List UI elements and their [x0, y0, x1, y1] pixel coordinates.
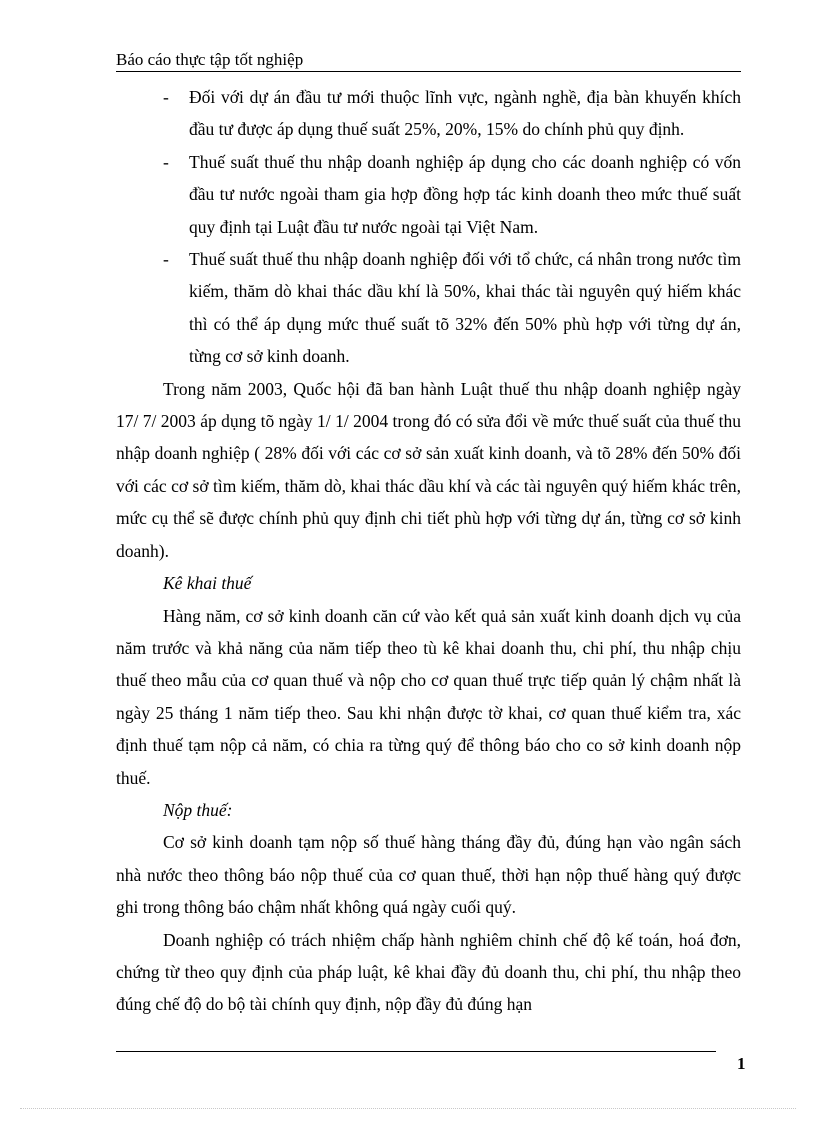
bullet-item-new-projects: [116, 81, 741, 146]
section-heading-payment: Nộp thuế:: [163, 799, 233, 820]
footer-divider: [116, 1051, 716, 1052]
page-number: 1: [737, 1054, 746, 1073]
header-divider: [116, 71, 741, 72]
page-bottom-boundary: [20, 1108, 796, 1109]
paragraph-law-2003: Trong năm 2003, Quốc hội đã ban hành Luật thuế thu nhập doanh nghiệp ngày 17/ 7/ 2003 áp dụng tõ ngày 1/ 1/ 2004 trong đó có sửa đổi về mức thuế suất của thuế thu nhập doanh nghiệp ( 28% đối với các cơ sở sản xuất kinh doanh, và tõ 28% đến 50% đối với các cơ sở tìm kiếm, thăm dò, khai thác dầu khí và các tài nguyên quý hiếm khác trên, mức cụ thể sẽ được chính phủ quy định chi tiết phù hợp với từng dự án, từng cơ sở kinh doanh).: [116, 378, 741, 561]
page-header-title: Báo cáo thực tập tốt nghiệp: [116, 50, 304, 69]
paragraph-declaration: Hàng năm, cơ sở kinh doanh căn cứ vào kết quả sản xuất kinh doanh dịch vụ của năm trước và khả năng của năm tiếp theo tù kê khai doanh thu, chi phí, thu nhập chịu thuế theo mẫu của cơ quan thuế và nộp cho cơ quan thuế trực tiếp quản lý chậm nhất là ngày 25 tháng 1 năm tiếp theo. Sau khi nhận được tờ khai, cơ quan thuế kiểm tra, xác định thuế tạm nộp cả năm, có chia ra từng quý để thông báo cho co sở kinh doanh nộp thuế.: [116, 605, 741, 788]
bullet-item-foreign-investment: [116, 146, 741, 243]
bullet-item-oil-gas: [116, 243, 741, 373]
bullet-text: Đối với dự án đầu tư mới thuộc lĩnh vực, ngành nghề, địa bàn khuyến khích đầu tư được áp dụng thuế suất 25%, 20%, 15% do chính phủ quy định.: [189, 87, 741, 140]
paragraph-payment: Cơ sở kinh doanh tạm nộp số thuế hàng tháng đầy đủ, đúng hạn vào ngân sách nhà nước theo thông báo nộp thuế của cơ quan thuế, thời hạn nộp thuế hàng quý được ghi trong thông báo chậm nhất không quá ngày cuối quý.: [116, 832, 741, 918]
bullet-dash: -: [163, 249, 169, 270]
bullet-text: Thuế suất thuế thu nhập doanh nghiệp đối với tổ chức, cá nhân trong nước tìm kiếm, thăm dò khai thác dầu khí là 50%, khai thác tài nguyên quý hiếm khác thì có thể áp dụng mức thuế suất tõ 32% đến 50% phù hợp với từng dự án, từng cơ sở kinh doanh.: [189, 249, 741, 367]
bullet-text: Thuế suất thuế thu nhập doanh nghiệp áp dụng cho các doanh nghiệp có vốn đầu tư nước ngoài tham gia hợp đồng hợp tác kinh doanh theo mức thuế suất quy định tại Luật đầu tư nước ngoài tại Việt Nam.: [189, 151, 741, 237]
paragraph-responsibility: Doanh nghiệp có trách nhiệm chấp hành nghiêm chỉnh chế độ kế toán, hoá đơn, chứng từ theo quy định của pháp luật, kê khai đầy đủ doanh thu, chi phí, thu nhập theo đúng chế độ do bộ tài chính quy định, nộp đầy đủ đúng hạn: [116, 929, 741, 1015]
page-body: [116, 81, 741, 1021]
bullet-dash: -: [163, 87, 169, 107]
section-heading-declaration: Kê khai thuế: [163, 573, 252, 594]
bullet-dash: -: [163, 151, 169, 172]
